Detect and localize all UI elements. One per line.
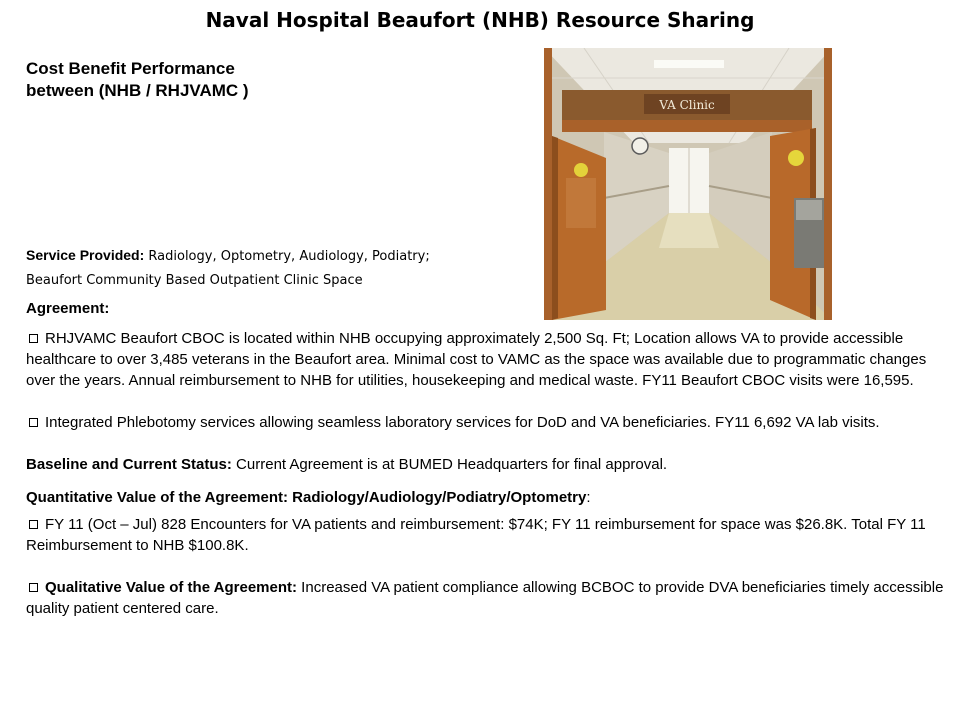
subtitle-line-1: Cost Benefit Performance (26, 59, 235, 78)
subtitle (26, 58, 526, 102)
qualitative-label: Qualitative Value of the Agreement: (45, 579, 298, 596)
bullet-quantitative (26, 514, 946, 556)
bullet-qualitative (26, 577, 946, 619)
checkbox-bullet-icon (29, 583, 38, 592)
baseline-text: Current Agreement is at BUMED Headquarters for final approval. (231, 456, 668, 473)
agreement-body (26, 328, 946, 619)
bullet-cboc-text: RHJVAMC Beaufort CBOC is located within NHB occupying approximately 2,500 Sq. Ft; Location allows VA to provide accessible healthcare to over 3,485 veterans in the Beaufort area. Minimal cost to VAMC as the space was available due to programmatic changes over the years. Annual reimbursement to NHB for utilities, housekeeping and medical waste. FY11 Beaufort CBOC visits were 16,595. (26, 330, 927, 389)
agreement-heading: Agreement: (26, 300, 110, 317)
service-provided (26, 244, 541, 292)
baseline-status (26, 454, 946, 475)
quantitative-suffix: : (586, 489, 591, 506)
quantitative-label: Quantitative Value of the Agreement: Radiology/Audiology/Podiatry/Optometry (26, 489, 587, 506)
service-provided-label: Service Provided: (26, 247, 145, 263)
va-clinic-hallway-photo (544, 48, 832, 320)
qualitative-text: Increased VA patient compliance allowing BCBOC to provide DVA beneficiaries timely accessible quality patient centered care. (26, 579, 944, 617)
bullet-phlebotomy (26, 412, 946, 433)
baseline-label: Baseline and Current Status: (26, 456, 232, 473)
checkbox-bullet-icon (29, 334, 38, 343)
checkbox-bullet-icon (29, 418, 38, 427)
service-provided-detail-line-1: Radiology, Optometry, Audiology, Podiatry; (144, 249, 430, 264)
bullet-phlebotomy-text: Integrated Phlebotomy services allowing seamless laboratory services for DoD and VA beneficiaries. FY11 6,692 VA lab visits. (45, 414, 880, 431)
bullet-cboc (26, 328, 946, 391)
service-provided-detail-line-2: Beaufort Community Based Outpatient Clinic Space (26, 273, 363, 288)
va-clinic-sign-text: VA Clinic (659, 98, 715, 112)
quantitative-value (26, 487, 946, 508)
page-title: Naval Hospital Beaufort (NHB) Resource Sharing (205, 8, 755, 32)
subtitle-line-2: between (NHB / RHJVAMC ) (26, 81, 249, 100)
bullet-quantitative-text: FY 11 (Oct – Jul) 828 Encounters for VA patients and reimbursement: $74K; FY 11 reimbursement for space was $26.8K. Total FY 11 Reimbursement to NHB $100.8K. (26, 516, 926, 554)
checkbox-bullet-icon (29, 520, 38, 529)
